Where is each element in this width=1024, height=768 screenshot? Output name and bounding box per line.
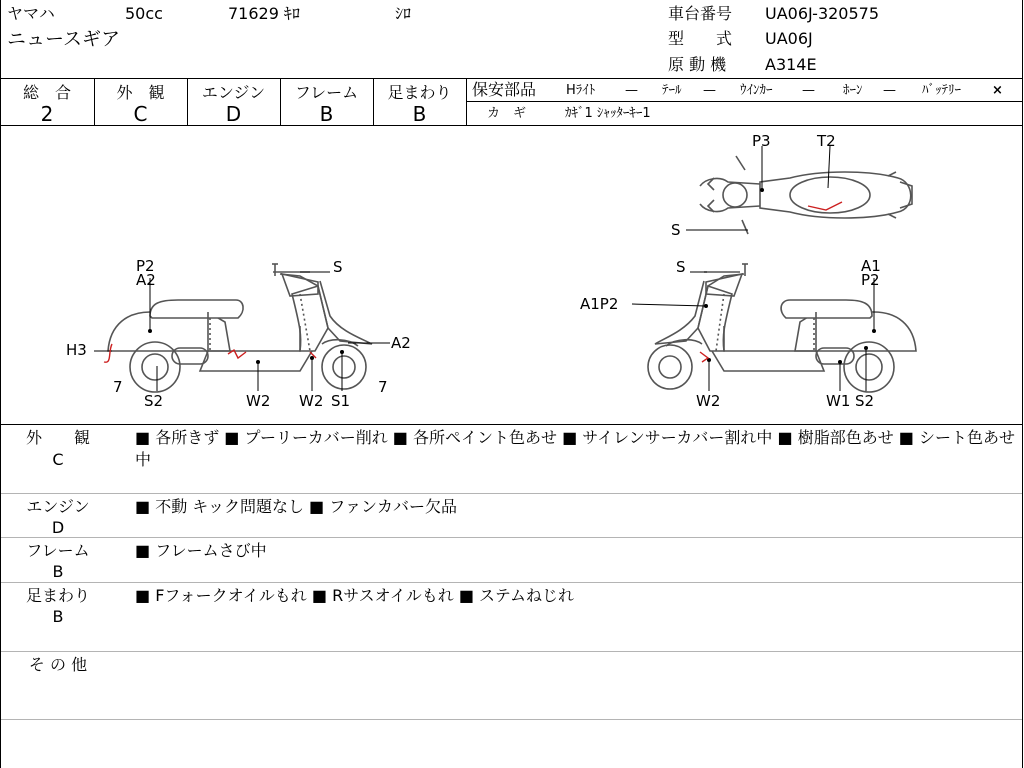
safety-item-horn: ﾎｰﾝ [843,83,863,98]
label-s-right-top: S [676,258,686,276]
safety-mark-winker: — [802,83,815,98]
model-name: ニュースギア [7,28,121,50]
label-w2-left-b: W2 [299,392,324,410]
section-divider [1,582,1022,583]
label-p3: P3 [752,132,771,150]
section-text-frame: ■ フレームさび中 [135,541,267,560]
safety-label: 保安部品 [472,80,537,99]
line-diagram-bottom [0,424,1023,425]
safety-item-tail: ﾃｰﾙ [662,83,682,98]
type-label: 型 式 [668,29,733,48]
label-a2-left-right: A2 [391,334,411,352]
section-divider [1,493,1022,494]
frame-no: UA06J-320575 [765,4,880,23]
label-a1-right: A1 [861,257,881,275]
grade-value-suspension: B [412,102,427,126]
safety-mark-tail: — [703,83,716,98]
label-w2-left-a: W2 [246,392,271,410]
label-s-left-top: S [333,258,343,276]
maker: ヤマハ [7,4,55,23]
grade-label-engine: エンジン [201,83,266,102]
frame-right [1022,0,1023,768]
label-seven-right: 7 [378,378,388,396]
safety-item-winker: ｳｲﾝｶｰ [740,83,773,98]
safety-item-headlight: Hﾗｲﾄ [566,83,596,98]
label-s2-right: S2 [855,392,875,410]
frame-no-label: 車台番号 [668,4,733,23]
line-grade-top [0,78,1023,79]
safety-divider [466,101,1023,102]
section-label-other: そ の 他 [28,655,88,674]
type-value: UA06J [765,29,813,48]
engine-label: 原 動 機 [668,55,727,74]
label-s1-left: S1 [331,392,351,410]
section-divider [1,537,1022,538]
scooter-top-view [700,156,912,234]
label-t2: T2 [817,132,836,150]
grade-value-frame: B [319,102,334,126]
displacement: 50cc [125,4,163,23]
label-a1p2: A1P2 [580,295,619,313]
label-a2-left-top: A2 [136,271,156,289]
safety-mark-headlight: — [625,83,638,98]
section-label-suspension: 足まわり [25,586,90,605]
key-label: カ ギ [487,106,527,121]
section-label-exterior: 外 観 [25,428,90,447]
grade-label-overall: 総 合 [22,83,71,102]
label-s-top-view: S [671,221,681,239]
section-text-suspension: ■ Fフォークオイルもれ ■ Rサスオイルもれ ■ ステムねじれ [135,586,574,605]
safety-mark-horn: — [883,83,896,98]
mileage: 71629 ｷﾛ [228,4,300,23]
grade-value-exterior: C [133,102,148,126]
grade-value-engine: D [225,102,242,126]
grade-label-suspension: 足まわり [387,83,452,102]
section-divider [1,719,1022,720]
label-h3: H3 [66,341,87,359]
section-grade-frame: B [52,562,64,581]
label-seven-left: 7 [113,378,123,396]
key-value: ｶｷﾞ1 ｼｬｯﾀｰｷｰ1 [565,106,651,121]
color: ｼﾛ [395,4,412,23]
section-text-exterior: ■ 各所きず ■ プーリーカバー削れ ■ 各所ペイント色あせ ■ サイレンサーカバー割れ中 ■ 樹脂部色あせ ■ シート色あせ中 [135,428,1016,469]
scooter-diagram [0,126,1022,424]
safety-item-battery: ﾊﾞｯﾃﾘｰ [922,83,961,98]
section-grade-exterior: C [52,450,64,469]
section-label-engine: エンジン [26,497,90,516]
grade-label-exterior: 外 観 [116,83,165,102]
label-p2-left: P2 [136,257,155,275]
safety-mark-battery: × [992,83,1003,98]
label-w1-right: W1 [826,392,851,410]
label-w2-right: W2 [696,392,721,410]
section-divider [1,651,1022,652]
label-s2-left: S2 [144,392,164,410]
section-text-engine: ■ 不動 キック問題なし ■ ファンカバー欠品 [135,497,457,516]
engine-value: A314E [765,55,817,74]
grade-label-frame: フレーム [294,83,359,102]
section-label-frame: フレーム [26,541,90,560]
section-grade-engine: D [51,518,65,537]
grade-value-overall: 2 [40,102,54,126]
section-grade-suspension: B [52,607,64,626]
label-p2-right: P2 [861,271,880,289]
